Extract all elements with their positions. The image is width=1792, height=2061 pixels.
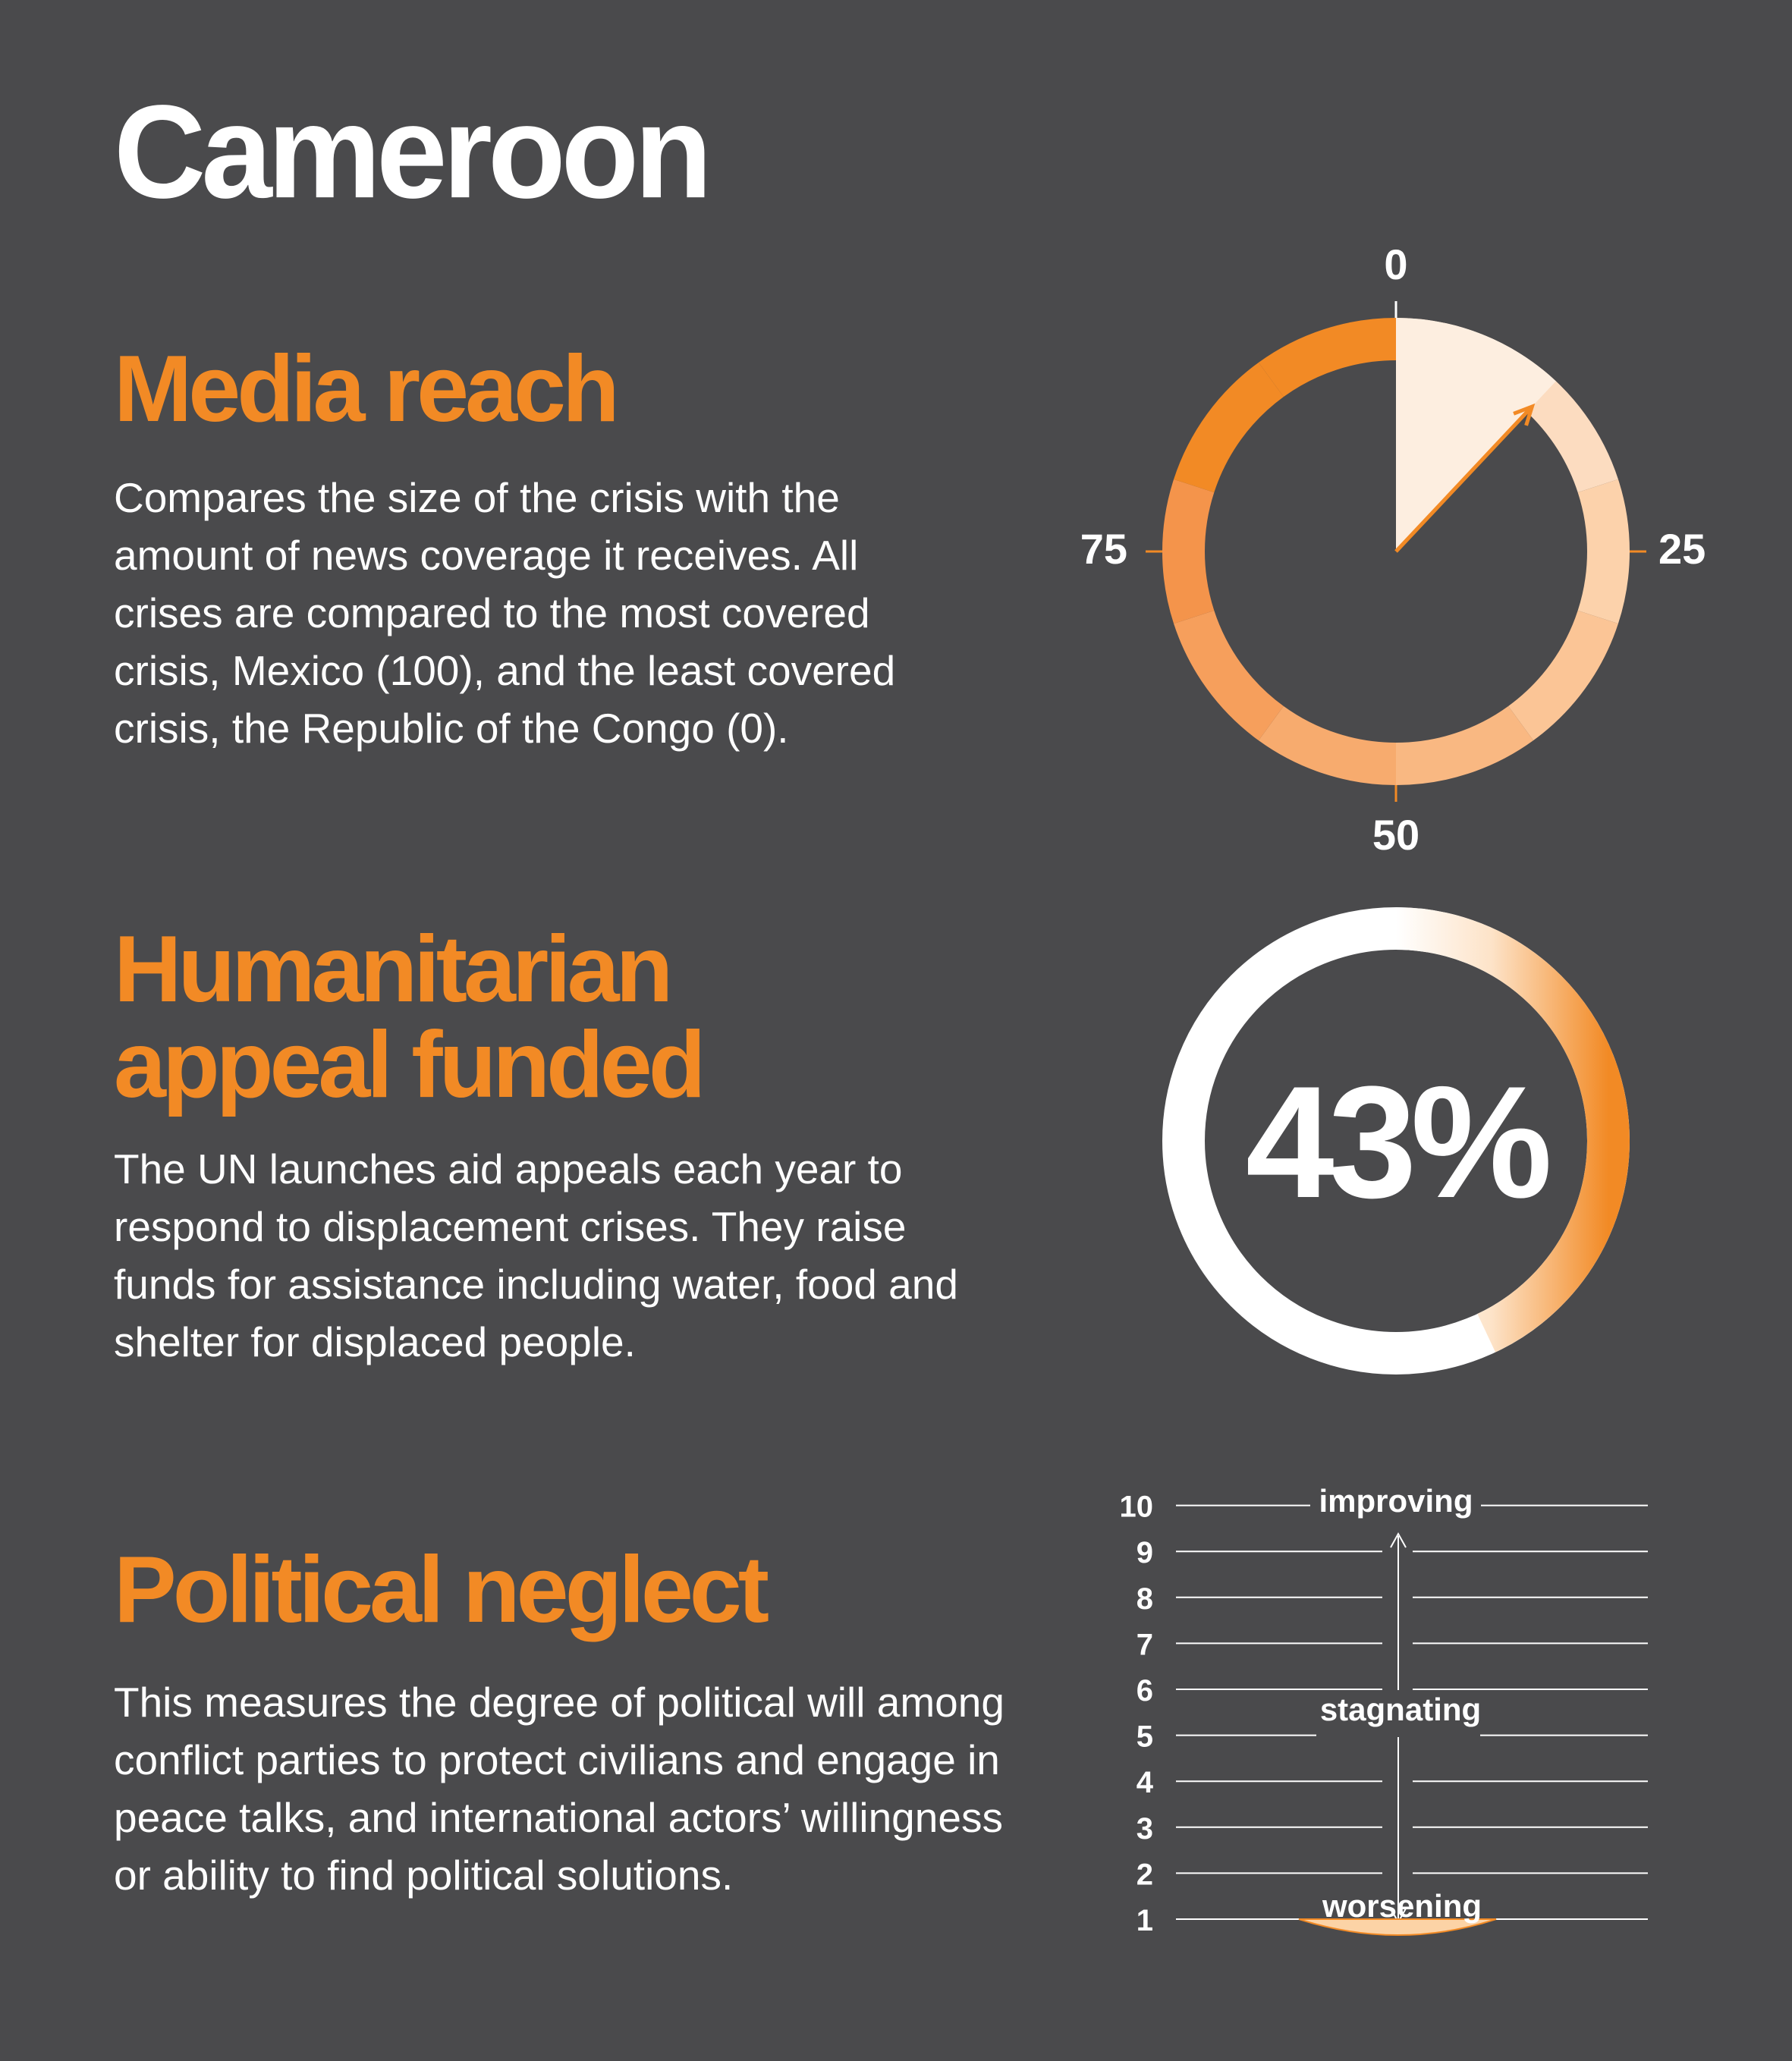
media-reach-description: Compares the size of the crisis with the amount of news coverage it receives. All crises are compared to the most covered crisis, Mexico (100), and the least covered crisis, the Republic of the Congo (0). — [114, 474, 896, 752]
scale-numbers — [1120, 1491, 1154, 1937]
gauge-ring-segment — [1271, 339, 1396, 379]
political-neglect-heading: Political neglect — [114, 1538, 766, 1642]
gauge-ring-segment — [1396, 724, 1521, 764]
gauge-tick-label-75: 75 — [1080, 525, 1127, 573]
gauge-ring-segment — [1194, 617, 1272, 724]
scale-number: 1 — [1136, 1904, 1153, 1937]
gauge-ring-segment — [1194, 379, 1272, 485]
scale-number: 5 — [1136, 1720, 1153, 1754]
gauge-ring-segment — [1598, 485, 1608, 617]
gauge-score-wedge — [1396, 318, 1556, 551]
scale-number: 2 — [1136, 1858, 1153, 1892]
scale-number: 3 — [1136, 1811, 1153, 1846]
gauge-ring-segment — [1184, 485, 1194, 617]
gauge-ring-segment — [1521, 617, 1599, 724]
page-title: Cameroon — [114, 77, 708, 226]
scale-number: 10 — [1119, 1490, 1153, 1524]
donut-percent-label: 43% — [1245, 1053, 1547, 1231]
scale-label-improving: improving — [1319, 1483, 1473, 1519]
scale-label-stagnating: stagnating — [1319, 1692, 1482, 1727]
gauge-tick-label-25: 25 — [1658, 525, 1706, 573]
political-neglect-description: This measures the degree of political will among conflict parties to protect civilians and engage in peace talks, and international actors’ willingness or ability to find political solutions. — [114, 1679, 1004, 1899]
gauge-tick-label-50: 50 — [1372, 811, 1420, 859]
scale-label-worsening: worsening — [1322, 1888, 1482, 1924]
appeal-description: The UN launches aid appeals each year to respond to displacement crises. They raise funds for assistance including water, food and shelter for displaced people. — [114, 1145, 958, 1365]
scale-number: 6 — [1136, 1674, 1153, 1708]
appeal-funded-donut — [1184, 928, 1608, 1353]
political-neglect-scale — [1120, 1483, 1649, 1937]
gauge-tick-label-0: 0 — [1384, 240, 1408, 288]
gauge-ring-segment — [1271, 724, 1396, 764]
media-reach-gauge — [1080, 240, 1706, 859]
scale-number: 4 — [1136, 1766, 1153, 1800]
scale-number: 7 — [1136, 1628, 1153, 1662]
media-reach-heading: Media reach — [114, 337, 616, 441]
scale-number: 8 — [1136, 1582, 1153, 1616]
scale-number: 9 — [1136, 1536, 1153, 1570]
appeal-heading-line1: Humanitarian — [114, 917, 670, 1022]
appeal-heading-line2: appeal funded — [114, 1013, 703, 1117]
